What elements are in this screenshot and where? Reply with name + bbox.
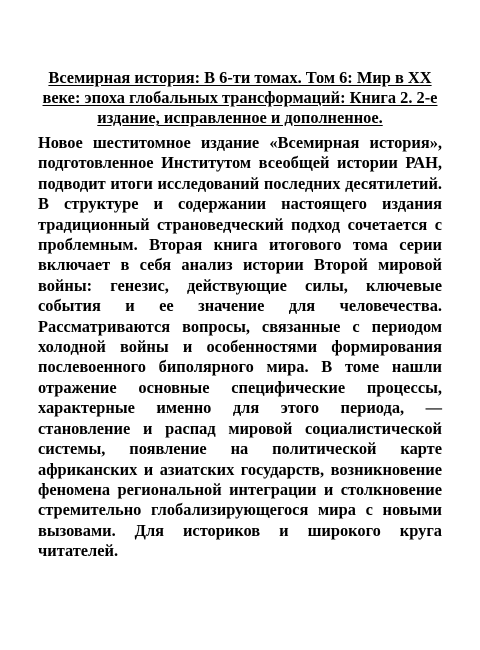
document-title: Всемирная история: В 6-ти томах. Том 6: Мир в XX веке: эпоха глобальных трансформаций: Книга 2. 2-е издание, исправленное и дополненное. — [42, 68, 438, 127]
document-body: Новое шеститомное издание «Всемирная история», подготовленное Институтом всеобщей истории РАН, подводит итоги исследований последних десятилетий. В структуре и содержании настоящего издания традиционный страноведческий подход сочетается с проблемным. Вторая книга итогового тома серии включает в себя анализ истории Второй мировой войны: генезис, действующие силы, ключевые события и ее значение для человечества. Рассматриваются вопросы, связанные с периодом холодной войны и особенностями формирования послевоенного биполярного мира. В томе нашли отражение основные специфические процессы, характерные именно для этого периода, — становление и распад мировой социалистической системы, появление на политической карте африканских и азиатских государств, возникновение феномена региональной интеграции и столкновение стремительно глобализирующегося мира с новыми вызовами. Для историков и широкого круга читателей. — [38, 133, 442, 561]
document-page — [38, 68, 442, 562]
